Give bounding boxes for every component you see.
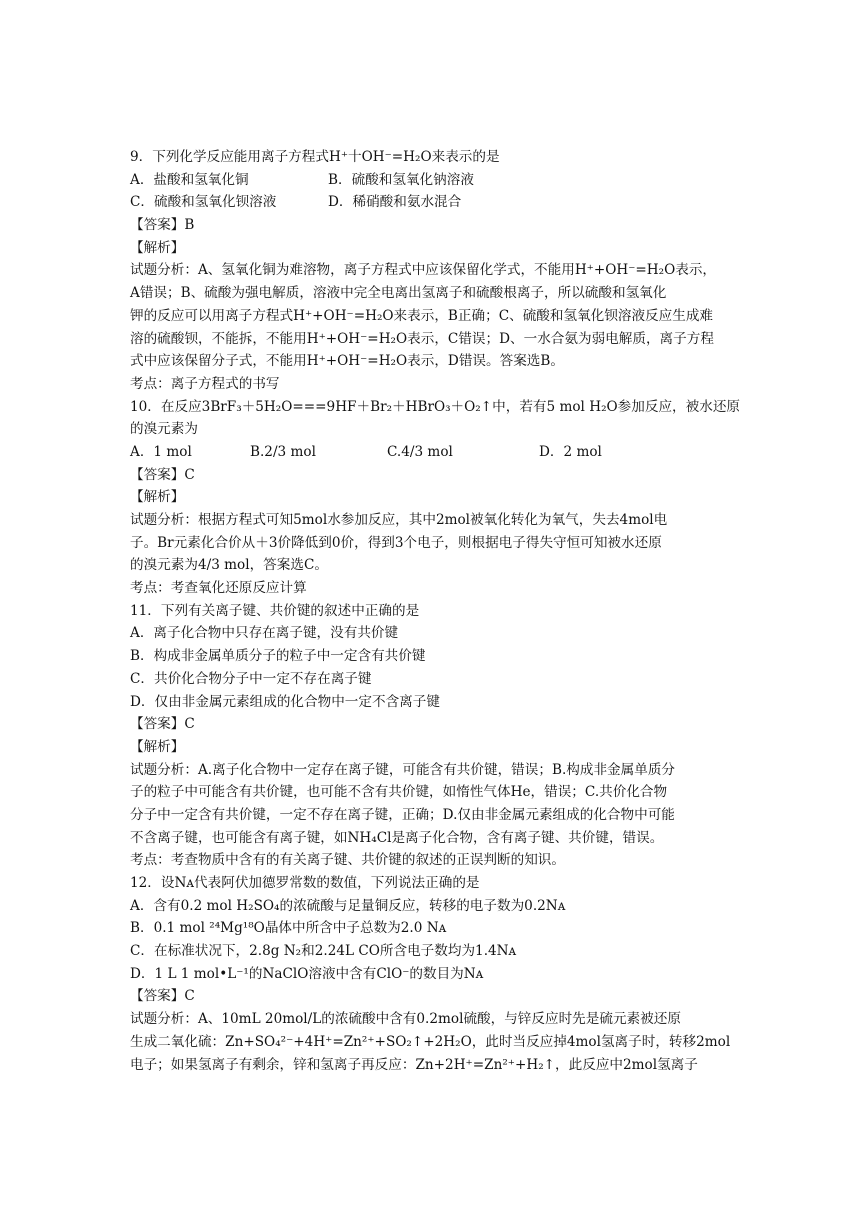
question-9-options-row-2 <box>130 191 740 214</box>
analysis-line: A错误；B、硫酸为强电解质，溶液中完全电离出氢离子和硫酸根离子，所以硫酸和氢氧化 <box>130 285 667 302</box>
answer-label: 【答案】C <box>130 716 195 733</box>
analysis-line: 的溴元素为4/3 mol，答案选C。 <box>130 557 328 574</box>
option-b: B．硫酸和氢氧化钠溶液 <box>328 171 474 188</box>
analysis-line: 生成二氧化硫：Zn+SO₄²⁻+4H⁺=Zn²⁺+SO₂↑+2H₂O，此时当反应掉4mol氢离子时，转移2mol <box>130 1033 731 1050</box>
option-b: B.2/3 mol <box>250 443 316 460</box>
option-c: C.4/3 mol <box>387 443 453 460</box>
option-a: A．1 mol <box>130 443 192 460</box>
question-10-stem-cont: 的溴元素为 <box>130 421 198 438</box>
topic-line: 考点：考查氧化还原反应计算 <box>130 580 307 597</box>
option-a: A．盐酸和氢氧化铜 <box>130 171 249 188</box>
analysis-label: 【解析】 <box>130 489 185 506</box>
analysis-label: 【解析】 <box>130 738 185 755</box>
document-body <box>130 146 740 1076</box>
analysis-line: 不含离子键，也可能含有离子键，如NH₄Cl是离子化合物，含有离子键、共价键，错误。 <box>130 829 664 846</box>
option-d: D．2 mol <box>539 443 602 460</box>
analysis-line: 分子中一定含有共价键，一定不存在离子键，正确；D.仅由非金属元素组成的化合物中可能 <box>130 806 675 823</box>
analysis-line: 试题分析：A.离子化合物中一定存在离子键，可能含有共价键，错误；B.构成非金属单质分 <box>130 761 676 778</box>
analysis-line: 试题分析：A、10mL 20mol/L的浓硫酸中含有0.2mol硫酸，与锌反应时先是硫元素被还原 <box>130 1011 681 1028</box>
question-11-stem: 11．下列有关离子键、共价键的叙述中正确的是 <box>130 602 420 619</box>
analysis-line: 钾的反应可以用离子方程式H⁺+OH⁻=H₂O来表示，B正确；C、硫酸和氢氧化钡溶液反应生成难 <box>130 307 714 324</box>
option-b: B．构成非金属单质分子的粒子中一定含有共价键 <box>130 648 426 665</box>
option-b: B．0.1 mol ²⁴Mg¹⁸O晶体中所含中子总数为2.0 Nᴀ <box>130 920 447 937</box>
answer-label: 【答案】C <box>130 466 195 483</box>
question-12-stem: 12．设Nᴀ代表阿伏加德罗常数的数值，下列说法正确的是 <box>130 875 480 891</box>
option-d: D．1 L 1 mol•L⁻¹的NaClO溶液中含有ClO⁻的数目为Nᴀ <box>130 965 484 982</box>
option-c: C．硫酸和氢氧化钡溶液 <box>130 194 277 211</box>
analysis-line: 子。Br元素化合价从＋3价降低到0价，得到3个电子，则根据电子得失守恒可知被水还原 <box>130 534 662 551</box>
topic-line: 考点：考查物质中含有的有关离子键、共价键的叙述的正误判断的知识。 <box>130 852 565 869</box>
analysis-line: 子的粒子中可能含有共价键，也可能不含有共价键，如惰性气体He，错误；C.共价化合物 <box>130 784 668 801</box>
analysis-line: 式中应该保留分子式，不能用H⁺+OH⁻=H₂O表示，D错误。答案选B。 <box>130 353 564 370</box>
option-c: C．共价化合物分子中一定不存在离子键 <box>130 670 372 687</box>
question-9-options-row-1 <box>130 169 740 192</box>
question-10-options <box>130 441 740 464</box>
question-10-stem: 10．在反应3BrF₃＋5H₂O===9HF＋Br₂＋HBrO₃＋O₂↑中，若有5 mol H₂O参加反应，被水还原 <box>130 398 741 415</box>
analysis-line: 电子；如果氢离子有剩余，锌和氢离子再反应：Zn+2H⁺=Zn²⁺+H₂↑，此反应中2mol氢离子 <box>130 1056 698 1073</box>
answer-label: 【答案】C <box>130 988 195 1005</box>
analysis-label: 【解析】 <box>130 239 185 256</box>
option-c: C．在标准状况下，2.8g N₂和2.24L CO所含电子数均为1.4Nᴀ <box>130 943 517 960</box>
analysis-line: 试题分析：根据方程式可知5mol水参加反应，其中2mol被氧化转化为氧气，失去4mol电 <box>130 512 668 528</box>
option-a: A．离子化合物中只存在离子键，没有共价键 <box>130 625 399 642</box>
option-a: A．含有0.2 mol H₂SO₄的浓硫酸与足量铜反应，转移的电子数为0.2Nᴀ <box>130 897 566 914</box>
option-d: D．仅由非金属元素组成的化合物中一定不含离子键 <box>130 693 440 710</box>
analysis-line: 试题分析：A、氢氧化铜为难溶物，离子方程式中应该保留化学式，不能用H⁺+OH⁻=H₂O表示， <box>130 262 717 279</box>
question-9-stem: 9．下列化学反应能用离子方程式H⁺十OH⁻=H₂O来表示的是 <box>130 149 500 165</box>
topic-line: 考点：离子方程式的书写 <box>130 375 280 392</box>
analysis-line: 溶的硫酸钡，不能拆，不能用H⁺+OH⁻=H₂O表示，C错误；D、一水合氨为弱电解质，离子方程 <box>130 330 714 347</box>
option-d: D．稀硝酸和氨水混合 <box>328 194 462 211</box>
answer-label: 【答案】B <box>130 217 195 234</box>
